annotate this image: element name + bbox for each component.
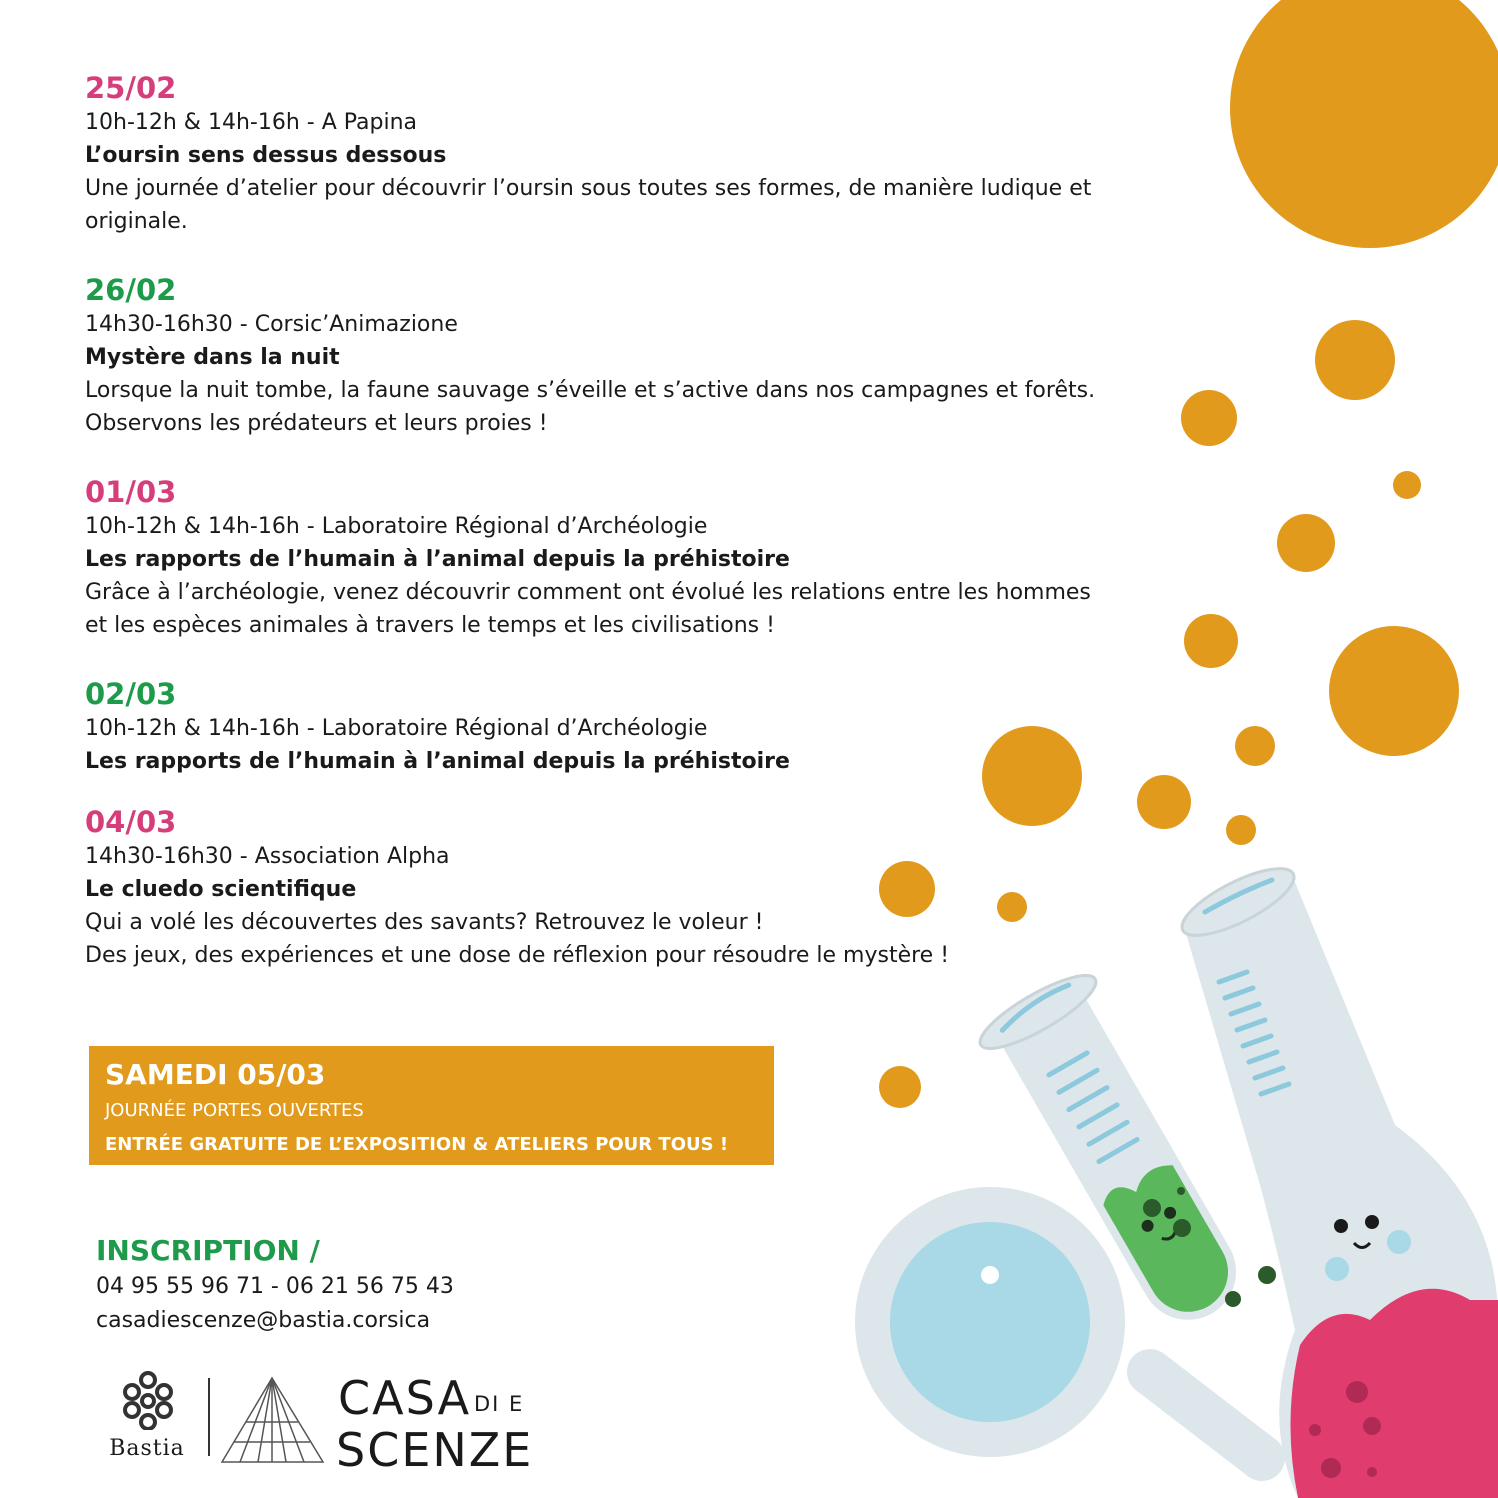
bubble <box>1393 471 1421 499</box>
event-title: Mystère dans la nuit <box>85 345 340 370</box>
bubble <box>1230 0 1498 248</box>
event-description: Une journée d’atelier pour découvrir l’oursin sous toutes ses formes, de manière ludique et <box>85 176 1092 201</box>
event-description: Qui a volé les découvertes des savants? Retrouvez le voleur ! <box>85 910 764 935</box>
event-item <box>85 676 1125 778</box>
casa-logo-small-text: DI E <box>474 1392 525 1416</box>
bubble <box>1137 775 1191 829</box>
bubble <box>1277 514 1335 572</box>
event-date: 01/03 <box>85 475 177 509</box>
phone-numbers: 04 95 55 96 71 - 06 21 56 75 43 <box>96 1274 454 1299</box>
event-description: Des jeux, des expériences et une dose de réflexion pour résoudre le mystère ! <box>85 943 950 968</box>
casa-pyramid-icon <box>220 1376 325 1466</box>
bubble <box>1235 726 1275 766</box>
event-title: Les rapports de l’humain à l’animal depuis la préhistoire <box>85 547 790 572</box>
event-item <box>85 474 1125 642</box>
bubble <box>1226 815 1256 845</box>
banner-note: ENTRÉE GRATUITE DE L’EXPOSITION & ATELIERS POUR TOUS ! <box>105 1134 729 1155</box>
event-description: et les espèces animales à travers le temps et les civilisations ! <box>85 613 775 638</box>
event-time-place: 10h-12h & 14h-16h - A Papina <box>85 110 417 135</box>
event-item <box>85 804 1125 972</box>
inscription-block <box>96 1232 454 1338</box>
event-date: 02/03 <box>85 677 177 711</box>
email-address: casadiescenze@bastia.corsica <box>96 1308 431 1333</box>
bubble <box>1315 320 1395 400</box>
banner-title: SAMEDI 05/03 <box>105 1058 326 1091</box>
bastia-logo-text: Bastia <box>109 1436 185 1461</box>
event-time-place: 10h-12h & 14h-16h - Laboratoire Régional d’Archéologie <box>85 514 708 539</box>
event-description: originale. <box>85 209 188 234</box>
event-time-place: 14h30-16h30 - Corsic’Animazione <box>85 312 458 337</box>
open-day-banner <box>89 1046 774 1165</box>
bastia-emblem-icon <box>120 1370 176 1430</box>
event-title: L’oursin sens dessus dessous <box>85 143 447 168</box>
event-description: Lorsque la nuit tombe, la faune sauvage s’éveille et s’active dans nos campagnes et forêts. <box>85 378 1096 403</box>
event-list <box>85 70 1125 1006</box>
event-item <box>85 70 1125 238</box>
event-time-place: 14h30-16h30 - Association Alpha <box>85 844 450 869</box>
bubble <box>1329 626 1459 756</box>
logo-divider <box>208 1378 210 1456</box>
bubble <box>1181 390 1237 446</box>
bubble <box>1184 614 1238 668</box>
event-title: Les rapports de l’humain à l’animal depuis la préhistoire <box>85 749 790 774</box>
event-date: 26/02 <box>85 273 177 307</box>
bubble <box>879 1066 921 1108</box>
event-time-place: 10h-12h & 14h-16h - Laboratoire Régional d’Archéologie <box>85 716 708 741</box>
event-description: Observons les prédateurs et leurs proies ! <box>85 411 548 436</box>
banner-subtitle: JOURNÉE PORTES OUVERTES <box>105 1100 364 1121</box>
event-title: Le cluedo scientifique <box>85 877 357 902</box>
event-description: Grâce à l’archéologie, venez découvrir comment ont évolué les relations entre les hommes <box>85 580 1091 605</box>
logo-bar <box>100 1370 570 1480</box>
inscription-title: INSCRIPTION / <box>96 1234 320 1267</box>
event-date: 25/02 <box>85 71 177 105</box>
casa-logo-text: CASA <box>338 1371 472 1425</box>
event-date: 04/03 <box>85 805 177 839</box>
event-item <box>85 272 1125 440</box>
scenze-logo-text: SCENZE <box>336 1423 534 1477</box>
